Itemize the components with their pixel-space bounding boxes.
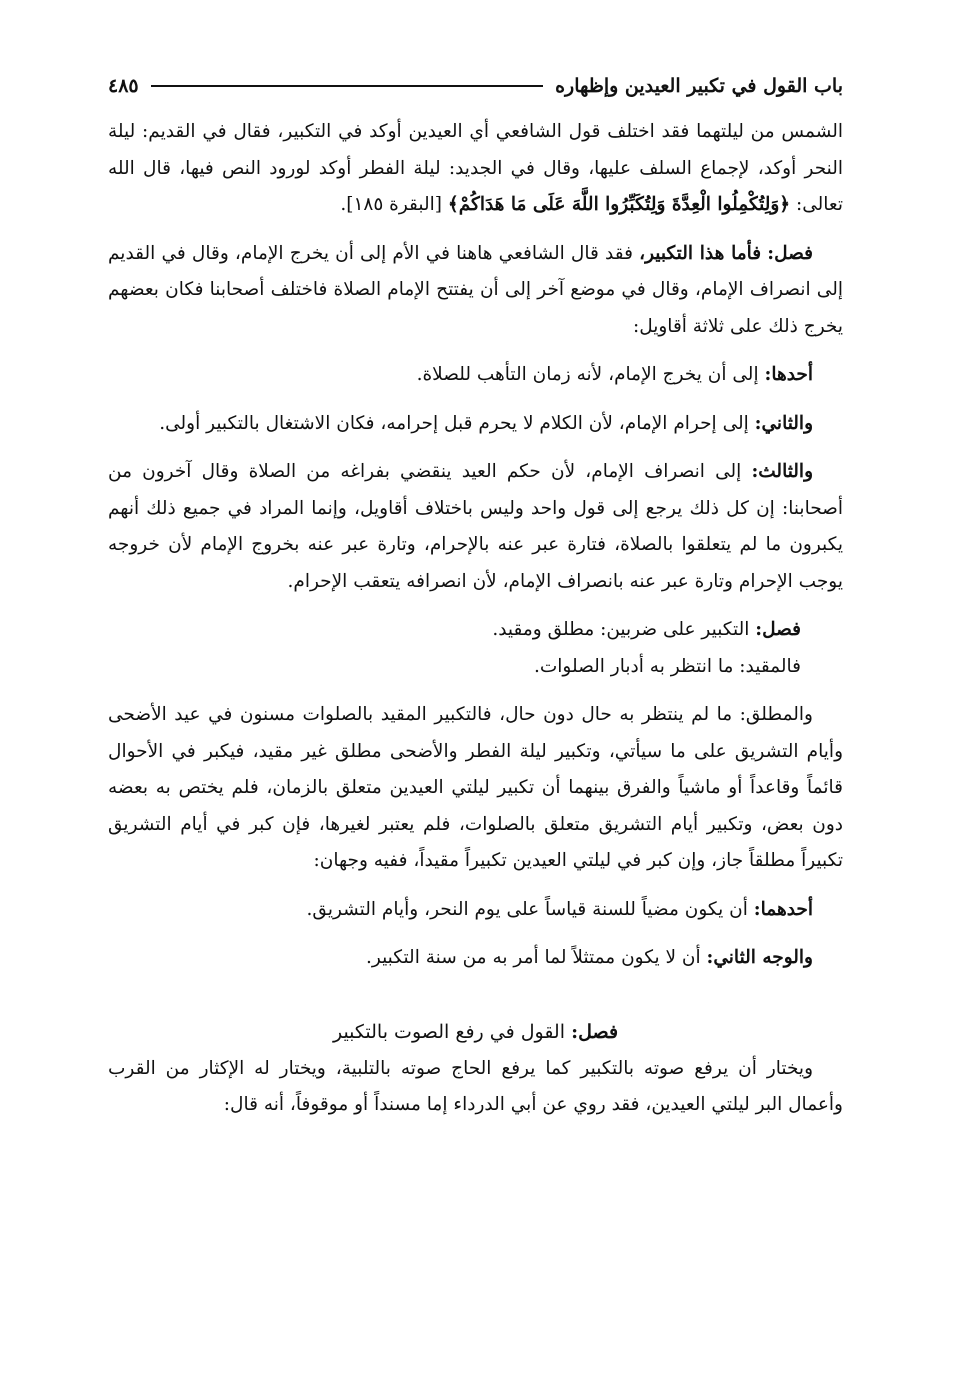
paragraph-1-text: الشمس من ليلتهما فقد اختلف قول الشافعي أي العيدين أوكد في التكبير، فقال في القديم: ليلة النحر أوكد، لإجماع السلف عليها، وقال في الجديد: ليلة الفطر أوكد لورود النص فيها، قال الله تعالى: — [108, 121, 843, 215]
paragraph-10 — [108, 940, 843, 977]
header-rule — [151, 85, 543, 87]
paragraph-2-text: فقد قال الشافعي هاهنا في الأم إلى أن يخرج الإمام، وقال في القديم إلى انصراف الإمام، وقال في موضع آخر إلى أن يفتتح الإمام الصلاة فاختلف أصحابنا فكان بعضهم يخرج ذلك على ثلاثة أقاويل: — [108, 242, 843, 337]
paragraph-2-lead: فأما هذا التكبير، — [639, 242, 762, 264]
page-number: ٤٨٥ — [108, 75, 139, 97]
paragraph-11-text: ويختار أن يرفع صوته بالتكبير كما يرفع الحاج صوته بالتلبية، ويختار له الإكثار من القرب وأعمال البر ليلتي العيدين، فقد روي عن أبي الدرداء إما مسنداً أو موقوفاً، أنه قال: — [108, 1057, 843, 1115]
paragraph-3 — [108, 357, 843, 394]
paragraph-5-text: إلى انصراف الإمام، لأن حكم العيد ينقضي بفراغه من الصلاة وقال آخرون من أصحابنا: إن كل ذلك يرجع إلى قول واحد وليس باختلاف أقاويل، وإنما المراد في جميع ذلك أنهم يكبرون ما لم يتعلقوا بالصلاة، فتارة عبر عنه بالإحرام، وتارة عبر عنه بخروج الإمام لأن خروجه يوجب الإحرام وتارة عبر عنه بانصراف الإمام، لأن انصرافه يتعقب الإحرام. — [108, 461, 843, 592]
section-label: فصل: — [755, 619, 801, 640]
paragraph-1 — [108, 114, 843, 224]
running-head: باب القول في تكبير العيدين وإظهاره — [555, 75, 843, 97]
paragraph-8 — [108, 697, 843, 880]
paragraph-7 — [108, 649, 843, 686]
paragraph-6-text: التكبير على ضربين: مطلق ومقيد. — [492, 619, 750, 640]
paragraph-3-text: إلى أن يخرج الإمام، لأنه زمان التأهب للصلاة. — [416, 364, 759, 385]
paragraph-4 — [108, 406, 843, 443]
paragraph-2 — [108, 236, 843, 346]
paragraph-4-text: إلى إحرام الإمام، لأن الكلام لا يحرم قبل إحرامه، فكان الاشتغال بالتكبير أولى. — [159, 412, 749, 434]
page-header — [108, 68, 843, 104]
section-label: فصل: — [767, 242, 813, 264]
paragraph-10-text: أن لا يكون ممتثلاً لما أمر به من سنة التكبير. — [366, 947, 701, 968]
paragraph-7-text: فالمقيد: ما انتظر به أدبار الصلوات. — [533, 655, 801, 677]
paragraph-5-label: والثالث: — [751, 461, 813, 482]
paragraph-9 — [108, 892, 843, 929]
section-heading-text: القول في رفع الصوت بالتكبير — [332, 1020, 566, 1043]
paragraph-3-label: أحدها: — [764, 364, 813, 385]
paragraph-8-text: والمطلق: ما لم ينتظر به حال دون حال، فالتكبير المقيد بالصلوات مسنون في عيد الأضحى وأيام التشريق على ما سيأتي، وتكبير ليلة الفطر والأضحى مطلق غير مقيد، فيكبر في الأحوال قائماً وقاعداً أو ماشياً والفرق بينهما أن تكبير ليلتي العيدين متعلق بالزمان، فلم يختص به بعضه دون بعض، وتكبير أيام التشريق متعلق بالصلوات، فلم يعتبر لغيرها، فإن كبر في أيام التشريق تكبيراً مطلقاً جاز، وإن كبر في ليلتي العيدين تكبيراً مقيداً، ففيه وجهان: — [108, 704, 843, 871]
section-heading — [108, 1013, 843, 1051]
paragraph-6 — [108, 612, 843, 649]
paragraph-4-label: والثاني: — [754, 412, 813, 434]
quran-reference: [البقرة ١٨٥]. — [340, 194, 442, 215]
paragraph-10-label: والوجه الثاني: — [706, 947, 813, 968]
quran-verse: ﴿وَلِتُكْمِلُوا الْعِدَّةَ وَلِتُكَبِّرُوا اللَّهَ عَلَى مَا هَدَاكُمْ﴾ — [447, 194, 791, 215]
paragraph-9-text: أن يكون مضياً للسنة قياساً على يوم النحر، وأيام التشريق. — [306, 898, 748, 920]
paragraph-5 — [108, 454, 843, 600]
paragraph-11 — [108, 1051, 843, 1124]
paragraph-9-label: أحدهما: — [753, 898, 813, 920]
section-heading-label: فصل: — [571, 1020, 619, 1043]
